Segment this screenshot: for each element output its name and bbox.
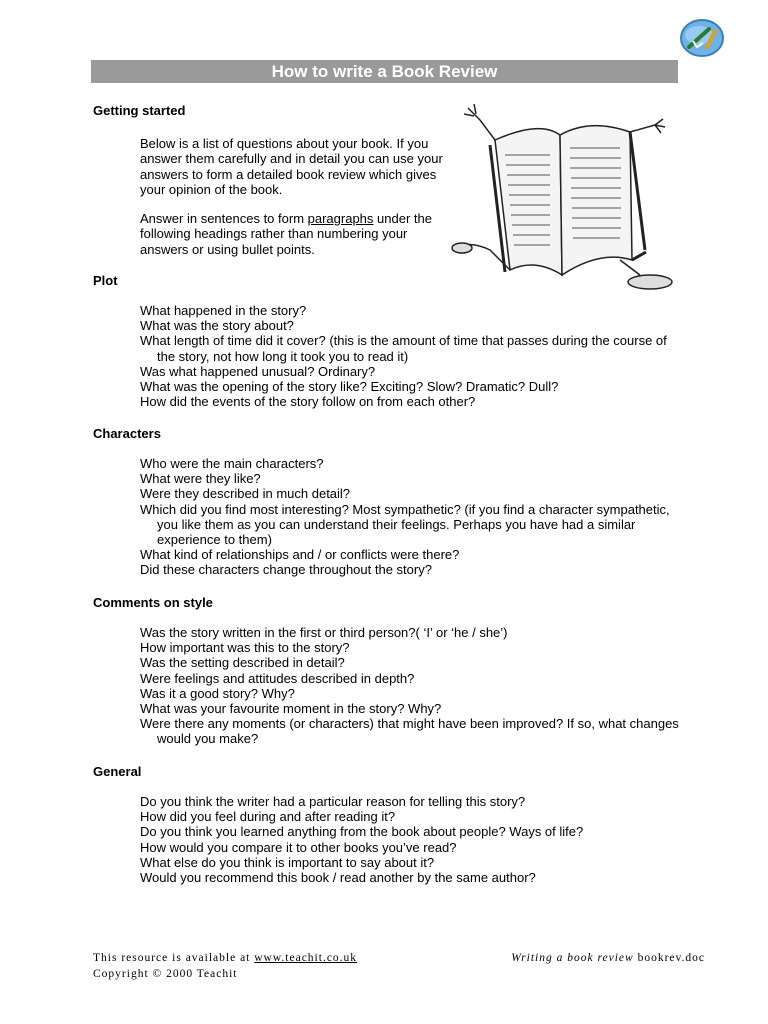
list-item: Who were the main characters?	[140, 456, 324, 471]
page-title: How to write a Book Review	[91, 60, 678, 83]
list-item: What was the opening of the story like? Exciting? Slow? Dramatic? Dull?	[140, 379, 559, 395]
list-item: What else do you think is important to say about it?	[140, 854, 435, 870]
list-item: Were there any moments (or characters) that might have been improved? If so, what changes would you make?	[140, 716, 679, 747]
list-item: Were feelings and attitudes described in depth?	[140, 670, 415, 686]
list-item: Do you think you learned anything from the book about people? Ways of life?	[140, 824, 584, 840]
instructions-text-start: Answer in sentences to form	[140, 211, 308, 226]
list-item: Were they described in much detail?	[140, 486, 351, 502]
list-item: How did the events of the story follow on from each other?	[140, 394, 476, 410]
list-item: Was it a good story? Why?	[140, 685, 295, 701]
list-item: Did these characters change throughout the story?	[140, 562, 432, 578]
teachit-logo-icon	[679, 17, 725, 59]
paragraphs-word: paragraphs	[307, 211, 374, 226]
style-question-list	[140, 625, 685, 747]
teachit-website-link[interactable]: www.teachit.co.uk	[254, 952, 358, 964]
list-item: Was the story written in the first or third person?( ‘I’ or ‘he / she’)	[140, 625, 508, 640]
list-item: What was your favourite moment in the story? Why?	[140, 701, 442, 717]
footer-resource-line	[93, 951, 357, 965]
list-item: What were they like?	[140, 471, 261, 487]
footer-copyright: Copyright © 2000 Teachit	[93, 968, 238, 980]
list-item: What length of time did it cover? (this is the amount of time that passes during the course of the story, not how long it took you to read it)	[140, 333, 667, 364]
list-item: Was the setting described in detail?	[140, 655, 345, 671]
intro-instructions-paragraph	[140, 211, 450, 257]
list-item: How important was this to the story?	[140, 640, 350, 656]
list-item: Would you recommend this book / read another by the same author?	[140, 870, 536, 886]
footer-resource-text: This resource is available at	[93, 952, 255, 964]
list-item: Was what happened unusual? Ordinary?	[140, 363, 376, 379]
footer-document-file: bookrev.doc	[633, 952, 705, 964]
section-heading-plot: Plot	[93, 273, 118, 288]
section-heading-characters: Characters	[93, 426, 161, 441]
list-item: How did you feel during and after reading it?	[140, 809, 396, 825]
footer-document-info	[511, 951, 705, 965]
list-item: What kind of relationships and / or conflicts were there?	[140, 547, 460, 563]
list-item: What was the story about?	[140, 318, 294, 334]
intro-paragraph: Below is a list of questions about your book. If you answer them carefully and in detail you can use your answers to form a detailed book review which gives your opinion of the book.	[140, 136, 443, 197]
footer-document-title: Writing a book review	[511, 952, 634, 964]
instructions-text-end: under the following headings rather than numbering your answers or using bullet points.	[140, 211, 432, 257]
section-heading-comments-on-style: Comments on style	[93, 595, 213, 610]
section-heading-getting-started: Getting started	[93, 103, 186, 118]
plot-question-list	[140, 303, 685, 409]
general-question-list	[140, 794, 685, 885]
list-item: How would you compare it to other books you’ve read?	[140, 839, 457, 855]
list-item: Which did you find most interesting? Most sympathetic? (if you find a character sympathetic, you like them as you can understand their feelings. Perhaps you have had a similar experience to them)	[140, 501, 670, 548]
list-item: What happened in the story?	[140, 303, 307, 318]
characters-question-list	[140, 456, 685, 578]
list-item: Do you think the writer had a particular reason for telling this story?	[140, 794, 526, 809]
open-book-illustration	[450, 100, 675, 295]
section-heading-general: General	[93, 764, 142, 779]
